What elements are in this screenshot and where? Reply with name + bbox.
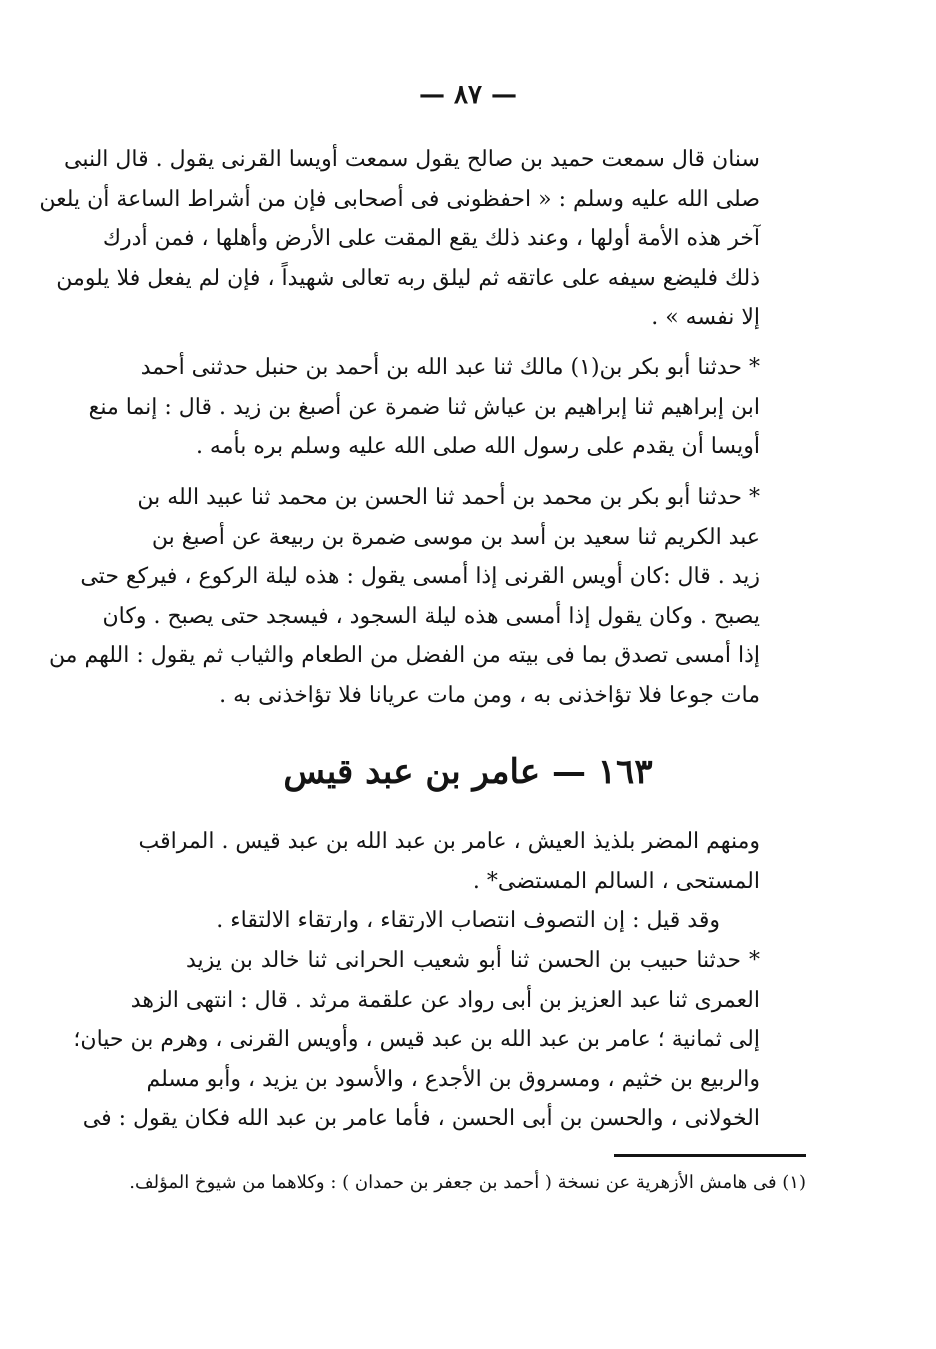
text-line: زيد . قال :كان أويس القرنى إذا أمسى يقول : هذه ليلة الركوع ، فيركع حتى — [80, 564, 760, 589]
text-line: إلى ثمانية ؛ عامر بن عبد الله بن عبد قيس ، وأويس القرنى ، وهرم بن حيان؛ — [73, 1027, 760, 1052]
text-line: آخر هذه الأمة أولها ، وعند ذلك يقع المقت على الأرض وأهلها ، فمن أدرك — [102, 226, 760, 251]
text-line: وقد قيل : إن التصوف انتصاب الارتقاء ، وارتقاء الالتقاء . — [216, 908, 720, 933]
text-line: صلى الله عليه وسلم : « احفظونى فى أصحابى فإن من أشراط الساعة أن يلعن — [39, 186, 760, 212]
text-line: إذا أمسى تصدق بما فى بيته من الفضل من الطعام والثياب ثم يقول : اللهم من — [48, 643, 760, 668]
paragraph-amir-intro — [138, 822, 760, 941]
text-line: مات جوعا فلا تؤاخذنى به ، ومن مات عريانا فلا تؤاخذنى به . — [219, 682, 760, 708]
paragraph-eight-ascetics — [73, 941, 760, 1139]
text-line: المستحى ، السالم المستضى* . — [472, 868, 760, 894]
section-heading: ١٦٣ — عامر بن عبد قيس — [283, 752, 653, 792]
text-line: والربيع بن خثيم ، ومسروق بن الأجدع ، والأسود بن يزيد ، وأبو مسلم — [146, 1066, 760, 1092]
footnote-divider — [614, 1154, 806, 1157]
text-line: * حدثنا أبو بكر بن محمد بن أحمد ثنا الحسن بن محمد ثنا عبيد الله بن — [137, 485, 760, 510]
text-line: سنان قال سمعت حميد بن صالح يقول سمعت أويسا القرنى يقول . قال النبى — [63, 147, 760, 172]
text-line: * حدثنا حبيب بن الحسن ثنا أبو شعيب الحرانى ثنا خالد بن يزيد — [186, 948, 760, 973]
paragraph-uwais-night-prayer — [48, 478, 760, 715]
text-line: يصبح . وكان يقول إذا أمسى هذه ليلة السجود ، فيسجد حتى يصبح . وكان — [102, 603, 760, 629]
text-line: ذلك فليضع سيفه على عاتقه ثم ليلق ربه تعالى شهيداً ، فإن لم يفعل فلا يلومن — [56, 265, 760, 291]
text-line: العمرى ثنا عبد العزيز بن أبى رواد عن علقمة مرثد . قال : انتهى الزهد — [130, 987, 760, 1013]
text-line: الخولانى ، والحسن بن أبى الحسن ، فأما عامر بن عبد الله فكان يقول : فى — [82, 1106, 760, 1131]
text-line: أويسا أن يقدم على رسول الله صلى الله عليه وسلم بره بأمه . — [195, 434, 760, 459]
text-line: عبد الكريم ثنا سعيد بن أسد بن موسى ضمرة بن ربيعة عن أصبغ بن — [151, 524, 760, 550]
text-line: ابن إبراهيم ثنا إبراهيم بن عياش ثنا ضمرة عن أصبغ بن زيد . قال : إنما منع — [88, 394, 760, 420]
paragraph-uwais-mother — [88, 348, 760, 467]
paragraph-hadith-protect-companions — [39, 140, 760, 338]
footnote: (١) فى هامش الأزهرية عن نسخة ( أحمد بن جعفر بن حمدان ) : وكلاهما من شيوخ المؤلف. — [129, 1172, 806, 1193]
page-number: — ٨٧ — — [418, 80, 518, 110]
text-line: إلا نفسه » . — [651, 305, 760, 330]
text-line: * حدثنا أبو بكر بن(١) مالك ثنا عبد الله بن أحمد بن حنبل حدثنى أحمد — [140, 355, 760, 380]
text-line: ومنهم المضر بلذيذ العيش ، عامر بن عبد الله بن عبد قيس . المراقب — [138, 829, 760, 854]
